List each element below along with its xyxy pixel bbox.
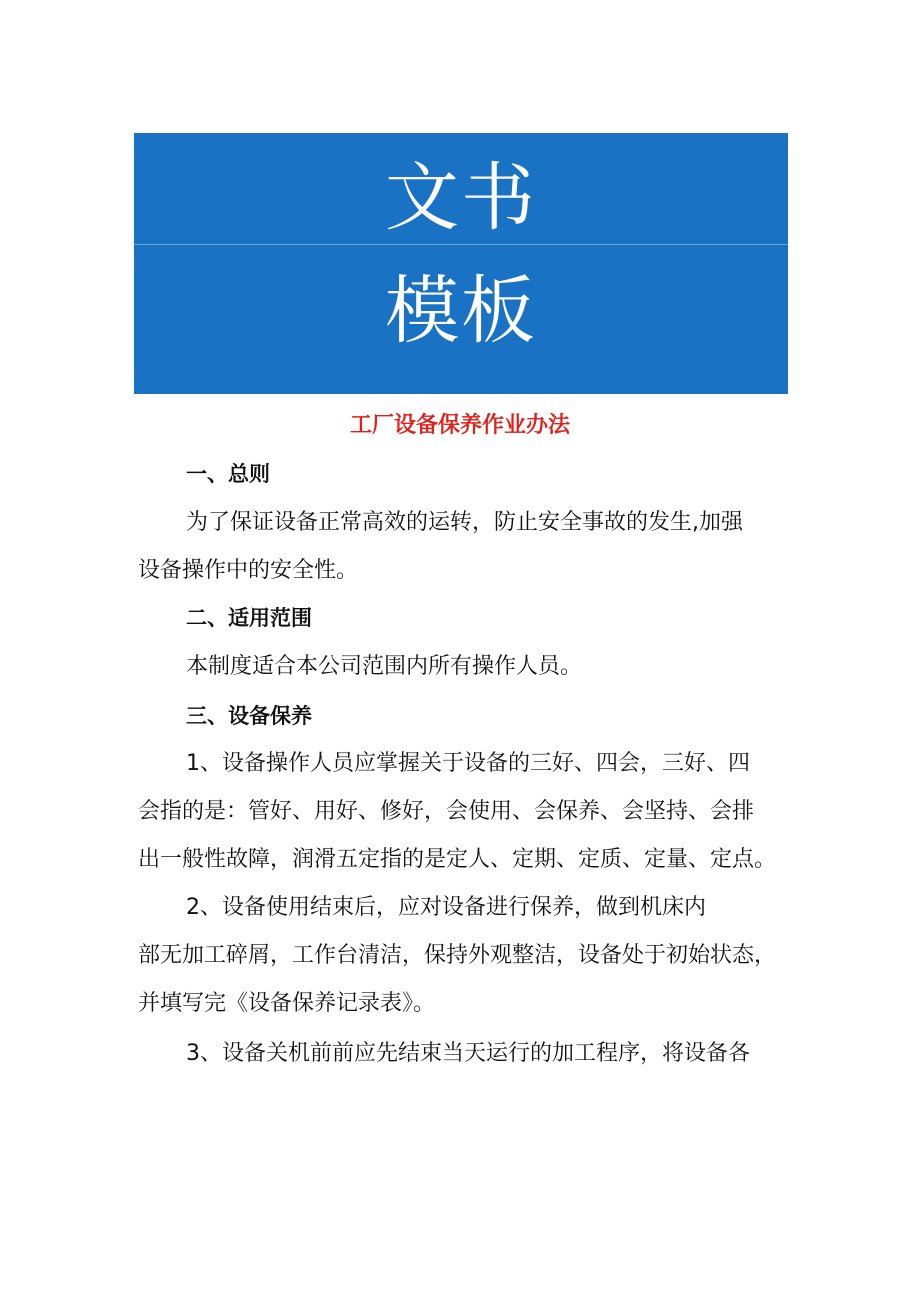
banner-divider	[134, 244, 788, 245]
paragraph-line: 为了保证设备正常高效的运转，防止安全事故的发生,加强	[186, 510, 743, 535]
banner-title-line1: 文书	[385, 155, 537, 241]
document-title: 工厂设备保养作业办法	[349, 413, 570, 438]
paragraph-line: 出一般性故障，润滑五定指的是定人、定期、定质、定量、定点。	[138, 847, 777, 872]
paragraph-line: 1、设备操作人员应掌握关于设备的三好、四会，三好、四	[186, 751, 750, 776]
cover-banner	[134, 133, 788, 394]
section-heading-scope: 二、适用范围	[186, 606, 312, 630]
section-heading-general: 一、总则	[186, 462, 270, 486]
section-heading-maintenance: 三、设备保养	[186, 704, 312, 728]
paragraph-line: 会指的是：管好、用好、修好，会使用、会保养、会坚持、会排	[138, 799, 755, 824]
paragraph-line: 2、设备使用结束后，应对设备进行保养，做到机床内	[186, 895, 706, 920]
paragraph-line: 本制度适合本公司范围内所有操作人员。	[186, 654, 583, 679]
banner-title-line2: 模板	[385, 268, 537, 354]
paragraph-line: 部无加工碎屑，工作台清洁，保持外观整洁，设备处于初始状态，	[138, 943, 777, 968]
paragraph-line: 3、设备关机前前应先结束当天运行的加工程序，将设备各	[186, 1041, 750, 1066]
paragraph-line: 并填写完《设备保养记录表》。	[138, 991, 436, 1016]
paragraph-line: 设备操作中的安全性。	[138, 558, 359, 583]
